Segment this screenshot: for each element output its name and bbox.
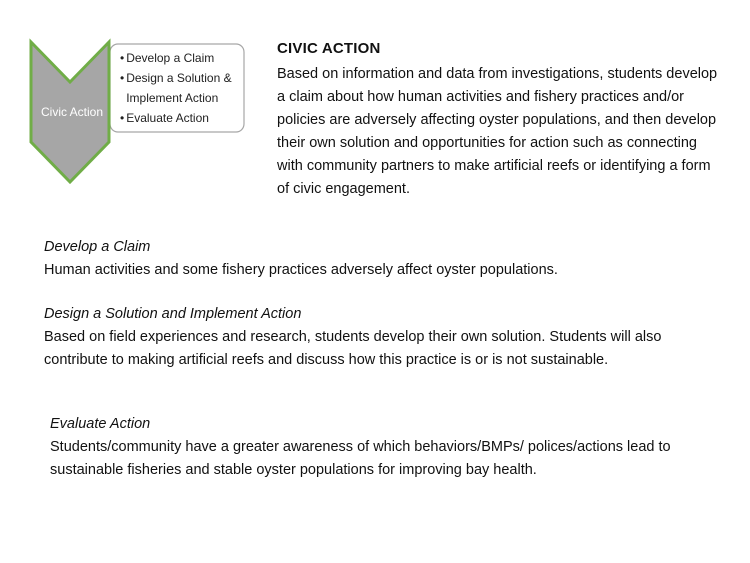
bullet-text: Evaluate Action [126,111,209,125]
section-title: Develop a Claim [44,239,151,255]
bullet-text: Develop a Claim [126,51,215,65]
section-title: Design a Solution and Implement Action [44,306,302,322]
section-body: Human activities and some fishery practices adversely affect oyster populations. [44,262,558,278]
section-body: Based on field experiences and research, students develop their own solution. Students will also contribute to making artificial reefs and discuss how this practice is or is not sustainable. [44,329,662,368]
bullet-icon: • [120,111,125,125]
section-body: Students/community have a greater awareness of which behaviors/BMPs/ polices/actions lead to sustainable fisheries and stable oyster populations for improving bay health. [50,439,671,478]
page-title: CIVIC ACTION [277,40,381,57]
bullet-text: Design a Solution & Implement Action [126,71,232,105]
bullet-list [120,48,248,128]
bullet-icon: • [120,71,125,85]
bullet-item [120,48,248,68]
section-develop-claim [44,236,694,282]
intro-paragraph: Based on information and data from investigations, students develop a claim about how human activities and fishery practices and/or policies are adversely affecting oyster populations, and then develop their own solution and opportunities for action such as connecting with community partners to make artificial reefs or identifying a form of civic engagement. [277,66,718,197]
bullet-item [120,108,248,128]
bullet-icon: • [120,51,125,65]
civic-action-graphic [28,38,248,188]
bullet-item [120,68,248,108]
section-title: Evaluate Action [50,416,151,432]
section-design-solution [44,303,694,372]
chevron-label: Civic Action [40,105,104,119]
section-evaluate-action [50,413,700,482]
